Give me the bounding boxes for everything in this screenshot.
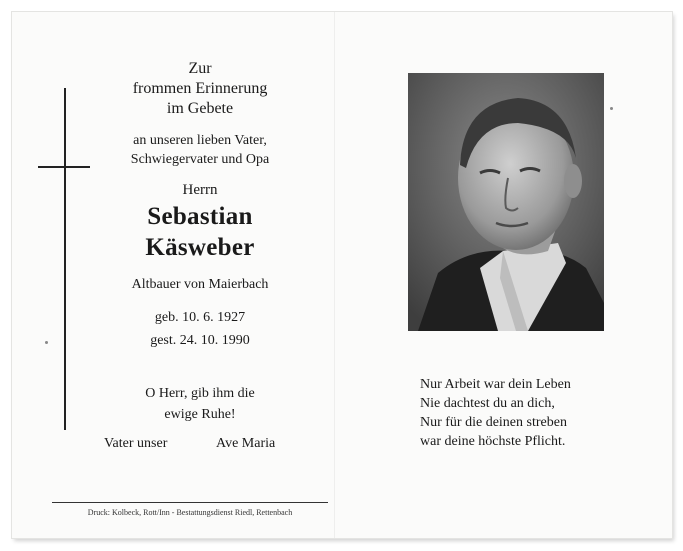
- intro-line: Zur: [188, 60, 212, 77]
- poem-line: war deine höchste Pflicht.: [420, 434, 566, 449]
- portrait-photo: [408, 73, 604, 331]
- paper-speck: [610, 107, 613, 110]
- death-date: gest. 24. 10. 1990: [150, 333, 250, 348]
- birth-date: geb. 10. 6. 1927: [154, 310, 246, 325]
- portrait-image: [408, 73, 604, 331]
- first-name: Sebastian: [147, 203, 253, 230]
- prayer-ave-maria: Ave Maria: [216, 436, 276, 451]
- poem-line: Nur Arbeit war dein Leben: [420, 377, 571, 392]
- poem-line: Nur für die deinen streben: [420, 415, 567, 430]
- prayer-vater-unser: Vater unser: [104, 436, 168, 451]
- paper-speck: [45, 341, 48, 344]
- prayer-text: [100, 383, 300, 425]
- dedication-line: Schwiegervater und Opa: [130, 152, 270, 167]
- card-fold: [334, 12, 335, 538]
- prayer-line: O Herr, gib ihm die: [145, 386, 255, 401]
- intro-text: [100, 59, 300, 119]
- poem: [420, 375, 571, 451]
- dedication-text: [100, 131, 300, 169]
- cross-icon: [64, 88, 66, 430]
- intro-line: im Gebete: [166, 100, 234, 117]
- poem-line: Nie dachtest du an dich,: [420, 396, 555, 411]
- last-name: Käsweber: [145, 234, 255, 261]
- printer-credit: Druck: Kolbeck, Rott/Inn - Bestattungsdienst Riedl, Rettenbach: [87, 508, 293, 517]
- occupation: Altbauer von Maierbach: [131, 277, 269, 292]
- deceased-name: [100, 201, 300, 263]
- prayer-line: ewige Ruhe!: [164, 407, 236, 422]
- dedication-line: an unseren lieben Vater,: [133, 133, 267, 148]
- cross-icon-bar: [38, 166, 90, 168]
- intro-line: frommen Erinnerung: [132, 80, 268, 97]
- divider: [52, 502, 328, 503]
- honorific: Herrn: [182, 182, 218, 198]
